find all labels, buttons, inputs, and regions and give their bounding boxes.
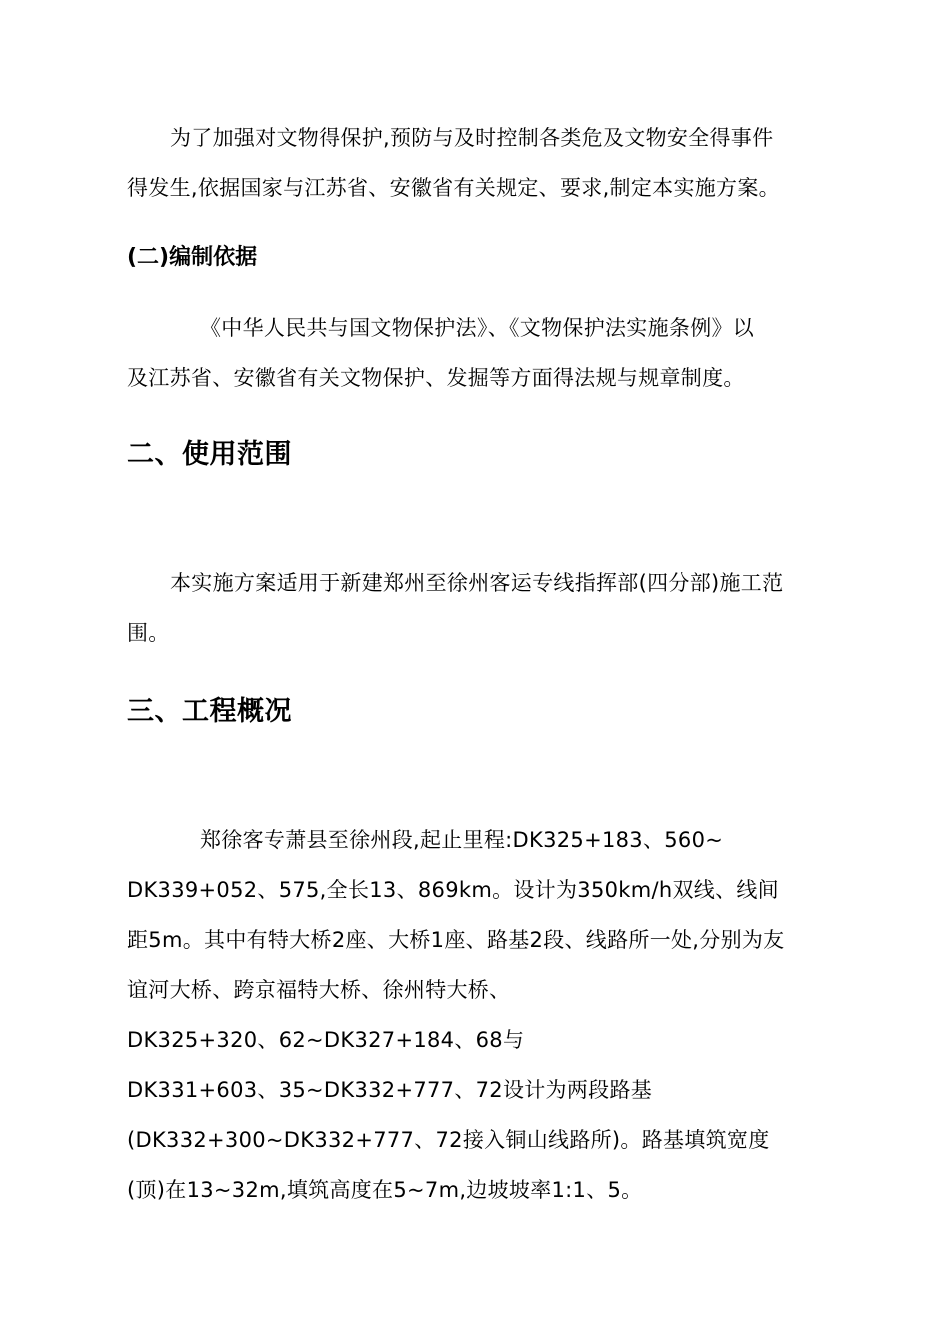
intro-line-1: 为了加强对文物得保护,预防与及时控制各类危及文物安全得事件	[170, 126, 774, 150]
overview-line-8: (顶)在13~32m,填筑高度在5~7m,边坡坡率1:1、5。	[127, 1178, 643, 1202]
overview-line-3: 距5m。其中有特大桥2座、大桥1座、路基2段、线路所一处,分别为友	[127, 928, 785, 952]
overview-line-1: 郑徐客专萧县至徐州段,起止里程:DK325+183、560~	[200, 828, 724, 852]
scope-line-2: 围。	[127, 621, 170, 645]
basis-line-1: 《中华人民共与国文物保护法》、《文物保护法实施条例》以	[200, 316, 755, 340]
basis-line-2: 及江苏省、安徽省有关文物保护、发掘等方面得法规与规章制度。	[127, 366, 745, 390]
overview-line-4: 谊河大桥、跨京福特大桥、徐州特大桥、	[127, 978, 511, 1002]
intro-line-2: 得发生,依据国家与江苏省、安徽省有关规定、要求,制定本实施方案。	[127, 176, 780, 200]
scope-heading: 二、使用范围	[127, 439, 292, 470]
basis-heading: (二)编制依据	[127, 245, 258, 270]
scope-line-1: 本实施方案适用于新建郑州至徐州客运专线指挥部(四分部)施工范	[170, 571, 784, 595]
overview-line-5: DK325+320、62~DK327+184、68与	[127, 1028, 525, 1052]
overview-line-7: (DK332+300~DK332+777、72接入铜山线路所)。路基填筑宽度	[127, 1128, 770, 1152]
overview-line-2: DK339+052、575,全长13、869km。设计为350km/h双线、线间	[127, 878, 779, 902]
overview-line-6: DK331+603、35~DK332+777、72设计为两段路基	[127, 1078, 653, 1102]
overview-heading: 三、工程概况	[127, 696, 292, 727]
